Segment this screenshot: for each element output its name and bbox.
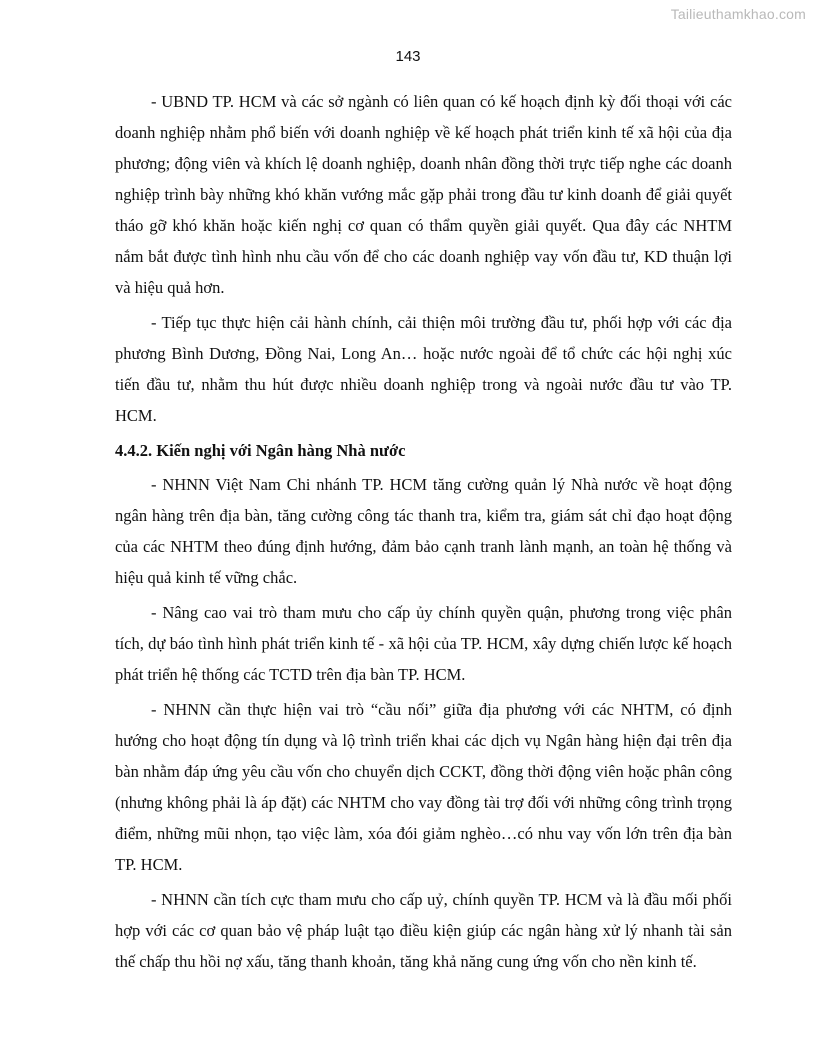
paragraph: - NHNN Việt Nam Chi nhánh TP. HCM tăng cường quản lý Nhà nước về hoạt động ngân hàng trên địa bàn, tăng cường công tác thanh tra, kiểm tra, giám sát chỉ đạo hoạt động của các NHTM theo đúng định hướng, đảm bảo cạnh tranh lành mạnh, an toàn hệ thống và hiệu quả kinh tế vững chắc. bbox=[115, 475, 732, 587]
document-body bbox=[115, 86, 732, 981]
paragraph: - Nâng cao vai trò tham mưu cho cấp ủy chính quyền quận, phương trong việc phân tích, dự báo tình hình phát triển kinh tế - xã hội của TP. HCM, xây dựng chiến lược kế hoạch phát triển hệ thống các TCTD trên địa bàn TP. HCM. bbox=[115, 603, 732, 684]
paragraph: - Tiếp tục thực hiện cải hành chính, cải thiện môi trường đầu tư, phối hợp với các địa phương Bình Dương, Đồng Nai, Long An… hoặc nước ngoài để tổ chức các hội nghị xúc tiến đầu tư, nhằm thu hút được nhiều doanh nghiệp trong và ngoài nước đầu tư vào TP. HCM. bbox=[115, 313, 732, 425]
paragraph: - NHNN cần tích cực tham mưu cho cấp uỷ, chính quyền TP. HCM và là đầu mối phối hợp với các cơ quan bảo vệ pháp luật tạo điều kiện giúp các ngân hàng xử lý nhanh tài sản thế chấp thu hồi nợ xấu, tăng thanh khoản, tăng khả năng cung ứng vốn cho nền kinh tế. bbox=[115, 890, 732, 971]
paragraph: - UBND TP. HCM và các sở ngành có liên quan có kế hoạch định kỳ đối thoại với các doanh nghiệp nhằm phổ biến với doanh nghiệp về kế hoạch phát triển kinh tế xã hội của địa phương; động viên và khích lệ doanh nghiệp, doanh nhân đồng thời trực tiếp nghe các doanh nghiệp trình bày những khó khăn vướng mắc gặp phải trong đầu tư kinh doanh để giải quyết tháo gỡ khó khăn hoặc kiến nghị cơ quan có thẩm quyền giải quyết. Qua đây các NHTM nắm bắt được tình hình nhu cầu vốn để cho các doanh nghiệp vay vốn đầu tư, KD thuận lợi và hiệu quả hơn. bbox=[115, 92, 732, 297]
section-heading: 4.4.2. Kiến nghị với Ngân hàng Nhà nước bbox=[115, 441, 406, 460]
page-number: 143 bbox=[395, 48, 421, 65]
watermark: Tailieuthamkhao.com bbox=[670, 6, 806, 22]
paragraph: - NHNN cần thực hiện vai trò “cầu nối” giữa địa phương với các NHTM, có định hướng cho hoạt động tín dụng và lộ trình triển khai các dịch vụ Ngân hàng hiện đại trên địa bàn nhằm đáp ứng yêu cầu vốn cho chuyển dịch CCKT, đồng thời động viên hoặc phân công (nhưng không phải là áp đặt) các NHTM cho vay đồng tài trợ đối với những công trình trọng điểm, những mũi nhọn, tạo việc làm, xóa đói giảm nghèo…có nhu vay vốn lớn trên địa bàn TP. HCM. bbox=[115, 700, 732, 874]
